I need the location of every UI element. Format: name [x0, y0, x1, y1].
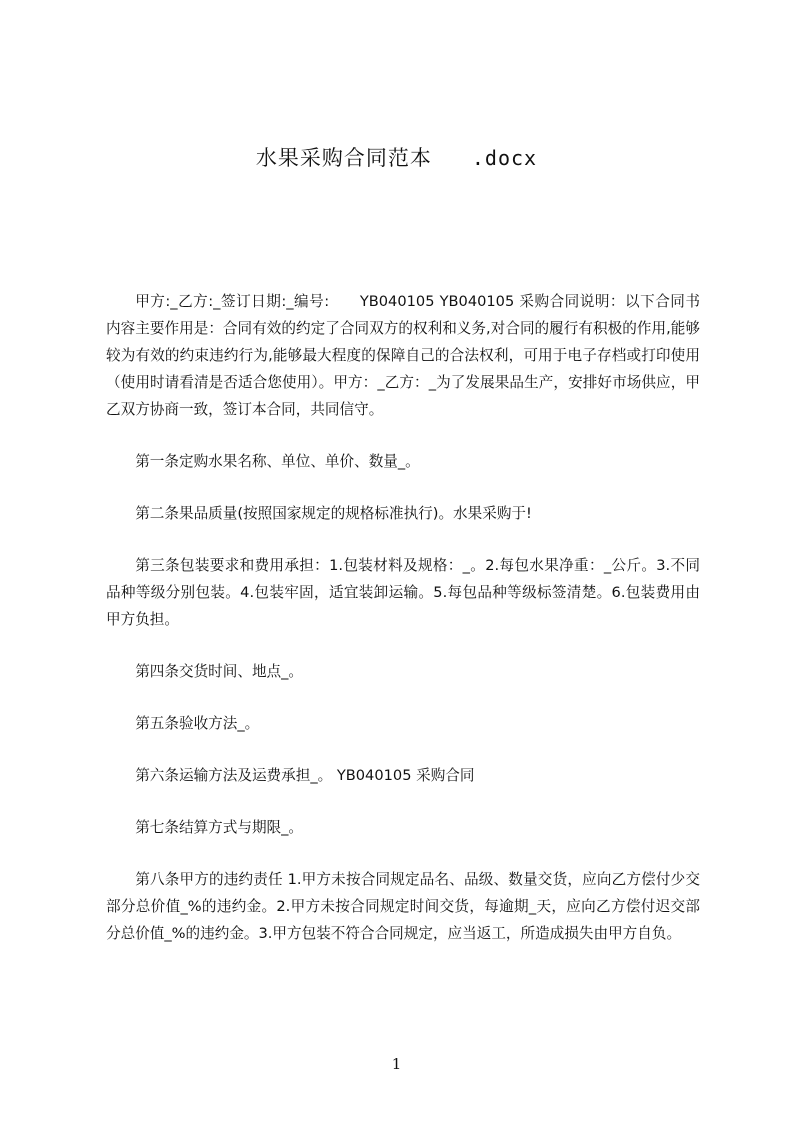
paragraph-intro: 甲方:_乙方:_签订日期:_编号: YB040105 YB040105 采购合同说明：以下合同书内容主要作用是：合同有效的约定了合同双方的权利和义务,对合同的履行有积极的作用,能够较为有效的约束违约行为,能够最大程度的保障自己的合法权利，可用于电子存档或打印使用（使用时请看清是否适合您使用）。甲方：_乙方：_为了发展果品生产，安排好市场供应，甲乙双方协商一致，签订本合同，共同信守。 [106, 293, 700, 418]
paragraph-article-8: 第八条甲方的违约责任 1.甲方未按合同规定品名、品级、数量交货，应向乙方偿付少交部分总价值_%的违约金。2.甲方未按合同规定时间交货，每逾期_天，应向乙方偿付迟交部分总价值_%的违约金。3.甲方包装不符合合同规定，应当返工，所造成损失由甲方自负。 [106, 871, 700, 942]
document-title [0, 142, 793, 172]
paragraph-article-3: 第三条包装要求和费用承担：1.包装材料及规格：_。2.每包水果净重：_公斤。3.不同品种等级分别包装。4.包装牢固，适宜装卸运输。5.每包品种等级标签清楚。6.包装费用由甲方负担。 [106, 557, 700, 628]
paragraph-article-5: 第五条验收方法_。 [135, 715, 260, 732]
document-body [106, 288, 700, 947]
paragraph-article-2: 第二条果品质量(按照国家规定的规格标准执行)。水果采购于! [135, 505, 532, 522]
title-extension: .docx [471, 146, 538, 170]
paragraph-article-1: 第一条定购水果名称、单位、单价、数量_。 [135, 453, 420, 470]
paragraph-article-6: 第六条运输方法及运费承担_。 YB040105 采购合同 [135, 767, 475, 784]
title-text: 水果采购合同范本 [255, 146, 432, 170]
paragraph-article-7: 第七条结算方式与期限_。 [135, 819, 304, 836]
page-number: 1 [391, 1055, 402, 1073]
paragraph-article-4: 第四条交货时间、地点_。 [135, 663, 304, 680]
